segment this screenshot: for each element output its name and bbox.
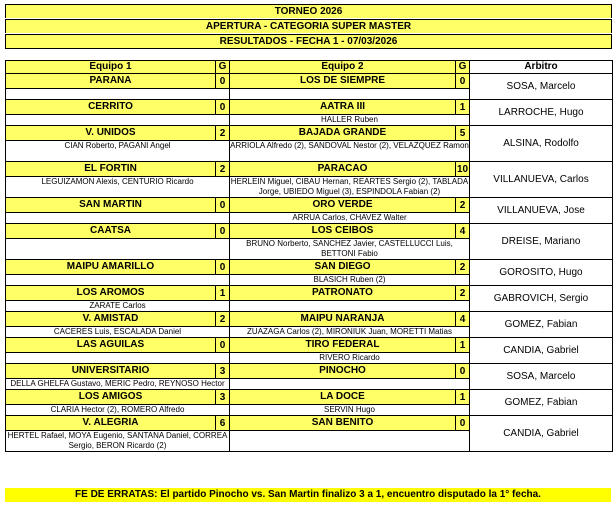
- team2-scorers: HERLEIN Miguel, CIBAU Hernan, REARTES Sergio (2), TABLADA Jorge, UBIEDO Miguel (3), ESPINDOLA Fabian (2): [230, 177, 469, 196]
- column-header-team2: Equipo 2: [230, 61, 456, 74]
- team1-goals: 6: [216, 416, 230, 431]
- referee-name: GOMEZ, Fabian: [470, 312, 613, 338]
- team1-goals: 2: [216, 126, 230, 141]
- team2-goals: 0: [456, 364, 470, 379]
- tournament-title: TORNEO 2026: [5, 4, 612, 18]
- team1-name: CAATSA: [6, 224, 216, 239]
- team1-name: V. UNIDOS: [6, 126, 216, 141]
- match-row: [6, 260, 613, 275]
- team1-scorers: [6, 115, 230, 126]
- team2-name: LA DOCE: [230, 390, 456, 405]
- team1-scorers: [6, 353, 230, 364]
- referee-name: GABROVICH, Sergio: [470, 286, 613, 312]
- team2-name: SAN DIEGO: [230, 260, 456, 275]
- column-header-referee: Arbitro: [470, 61, 613, 74]
- team2-scorers: ARRIOLA Alfredo (2), SANDOVAL Nestor (2), VELAZQUEZ Ramon: [230, 141, 470, 162]
- team2-goals: 1: [456, 390, 470, 405]
- team1-name: SAN MARTIN: [6, 198, 216, 213]
- team2-scorers: [230, 431, 470, 452]
- match-row: [6, 286, 613, 301]
- team1-goals: 0: [216, 100, 230, 115]
- team2-scorers: BLASICH Ruben (2): [230, 275, 470, 286]
- team1-name: V. ALEGRIA: [6, 416, 216, 431]
- team2-goals: 0: [456, 74, 470, 89]
- team2-scorers: SERVIN Hugo: [230, 405, 470, 416]
- match-row: [6, 198, 613, 213]
- match-row: [6, 416, 613, 431]
- referee-name: GOROSITO, Hugo: [470, 260, 613, 286]
- team1-scorers: [6, 213, 230, 224]
- referee-name: VILLANUEVA, Carlos: [470, 162, 613, 198]
- match-row: [6, 126, 613, 141]
- referee-name: VILLANUEVA, Jose: [470, 198, 613, 224]
- team2-goals: 10: [456, 163, 469, 175]
- team1-scorers: LEGUIZAMON Alexis, CENTURIO Ricardo: [6, 177, 230, 198]
- team2-scorers: HALLER Ruben: [230, 115, 470, 126]
- team1-scorers: [6, 239, 230, 260]
- team1-scorers: CLARIA Hector (2), ROMERO Alfredo: [6, 405, 230, 416]
- team2-name: PINOCHO: [230, 364, 456, 379]
- team2-scorers: BRUNO Norberto, SANCHEZ Javier, CASTELLUCCI Luis, BETTONI Fabio: [230, 239, 470, 260]
- match-row: [6, 100, 613, 115]
- team2-goals: 2: [456, 198, 470, 213]
- team1-scorers: CACERES Luis, ESCALADA Daniel: [6, 327, 230, 338]
- match-row: [6, 312, 613, 327]
- referee-name: ALSINA, Rodolfo: [470, 126, 613, 162]
- team1-goals: 0: [216, 224, 230, 239]
- team1-goals: 0: [216, 74, 230, 89]
- referee-name: CANDIA, Gabriel: [470, 338, 613, 364]
- team2-scorers: RIVERO Ricardo: [230, 353, 470, 364]
- results-table: [5, 60, 613, 452]
- match-row: [6, 338, 613, 353]
- team2-name: SAN BENITO: [230, 416, 456, 431]
- team2-goals: 1: [456, 338, 470, 353]
- team2-goals: 2: [456, 260, 470, 275]
- team1-name: MAIPU AMARILLO: [6, 260, 216, 275]
- team1-scorers: [6, 275, 230, 286]
- team1-name: PARANA: [6, 74, 216, 89]
- results-title: RESULTADOS - FECHA 1 - 07/03/2026: [5, 34, 612, 49]
- team2-name: ORO VERDE: [230, 198, 456, 213]
- column-header-goals1: G: [216, 61, 230, 74]
- team2-scorers: [230, 89, 470, 100]
- team1-name: CERRITO: [6, 100, 216, 115]
- team1-scorers: HERTEL Rafael, MOYA Eugenio, SANTANA Daniel, CORREA Sergio, BERON Ricardo (2): [6, 431, 230, 452]
- referee-name: DREISE, Mariano: [470, 224, 613, 260]
- team1-goals: 2: [216, 162, 230, 177]
- match-row: [6, 224, 613, 239]
- team2-name: PARACAO: [230, 162, 456, 177]
- category-title: APERTURA - CATEGORIA SUPER MASTER: [5, 19, 612, 33]
- team1-goals: 2: [216, 312, 230, 327]
- match-row: [6, 162, 613, 177]
- team2-name: LOS DE SIEMPRE: [230, 74, 456, 89]
- team1-goals: 0: [216, 198, 230, 213]
- team1-goals: 0: [216, 338, 230, 353]
- column-header-team1: Equipo 1: [6, 61, 216, 74]
- referee-name: CANDIA, Gabriel: [470, 416, 613, 452]
- referee-name: SOSA, Marcelo: [470, 364, 613, 390]
- match-row: [6, 74, 613, 89]
- team1-name: LOS AMIGOS: [6, 390, 216, 405]
- match-row: [6, 364, 613, 379]
- team1-name: LOS AROMOS: [6, 286, 216, 301]
- team1-name: UNIVERSITARIO: [6, 364, 216, 379]
- team1-goals: 1: [216, 286, 230, 301]
- team2-scorers: ARRUA Carlos, CHAVEZ Walter: [230, 213, 470, 224]
- team1-goals: 0: [216, 260, 230, 275]
- team1-scorers: CIAN Roberto, PAGANI Angel: [6, 141, 230, 162]
- referee-name: GOMEZ, Fabian: [470, 390, 613, 416]
- team2-goals: 4: [456, 312, 470, 327]
- team1-scorers: DELLA GHELFA Gustavo, MERIC Pedro, REYNOSO Hector: [6, 379, 230, 390]
- team1-scorers: [6, 89, 230, 100]
- team2-name: MAIPU NARANJA: [230, 312, 456, 327]
- column-header-row: [6, 61, 613, 74]
- team2-name: BAJADA GRANDE: [230, 126, 456, 141]
- team2-scorers: [230, 301, 470, 312]
- team1-scorers: ZARATE Carlos: [6, 301, 230, 312]
- team1-name: LAS AGUILAS: [6, 338, 216, 353]
- team2-name: PATRONATO: [230, 286, 456, 301]
- team1-goals: 3: [216, 364, 230, 379]
- team2-goals: 2: [456, 286, 470, 301]
- team2-scorers: ZUAZAGA Carlos (2), MIRONIUK Juan, MORETTI Matias: [230, 327, 470, 338]
- referee-name: LARROCHE, Hugo: [470, 100, 613, 126]
- team1-goals: 3: [216, 390, 230, 405]
- team1-name: V. AMISTAD: [6, 312, 216, 327]
- match-row: [6, 390, 613, 405]
- team2-goals: 5: [456, 126, 470, 141]
- team2-name: AATRA III: [230, 100, 456, 115]
- erratas-note: FE DE ERRATAS: El partido Pinocho vs. San Martin finalizo 3 a 1, encuentro disputado la 1° fecha.: [5, 488, 611, 502]
- team2-name: TIRO FEDERAL: [230, 338, 456, 353]
- referee-name: SOSA, Marcelo: [470, 74, 613, 100]
- team2-goals: 0: [456, 416, 470, 431]
- team1-name: EL FORTIN: [6, 162, 216, 177]
- team2-goals: 1: [456, 100, 470, 115]
- team2-name: LOS CEIBOS: [230, 224, 456, 239]
- team2-goals: 4: [456, 224, 470, 239]
- column-header-goals2: G: [456, 61, 470, 74]
- team2-scorers: [230, 379, 470, 390]
